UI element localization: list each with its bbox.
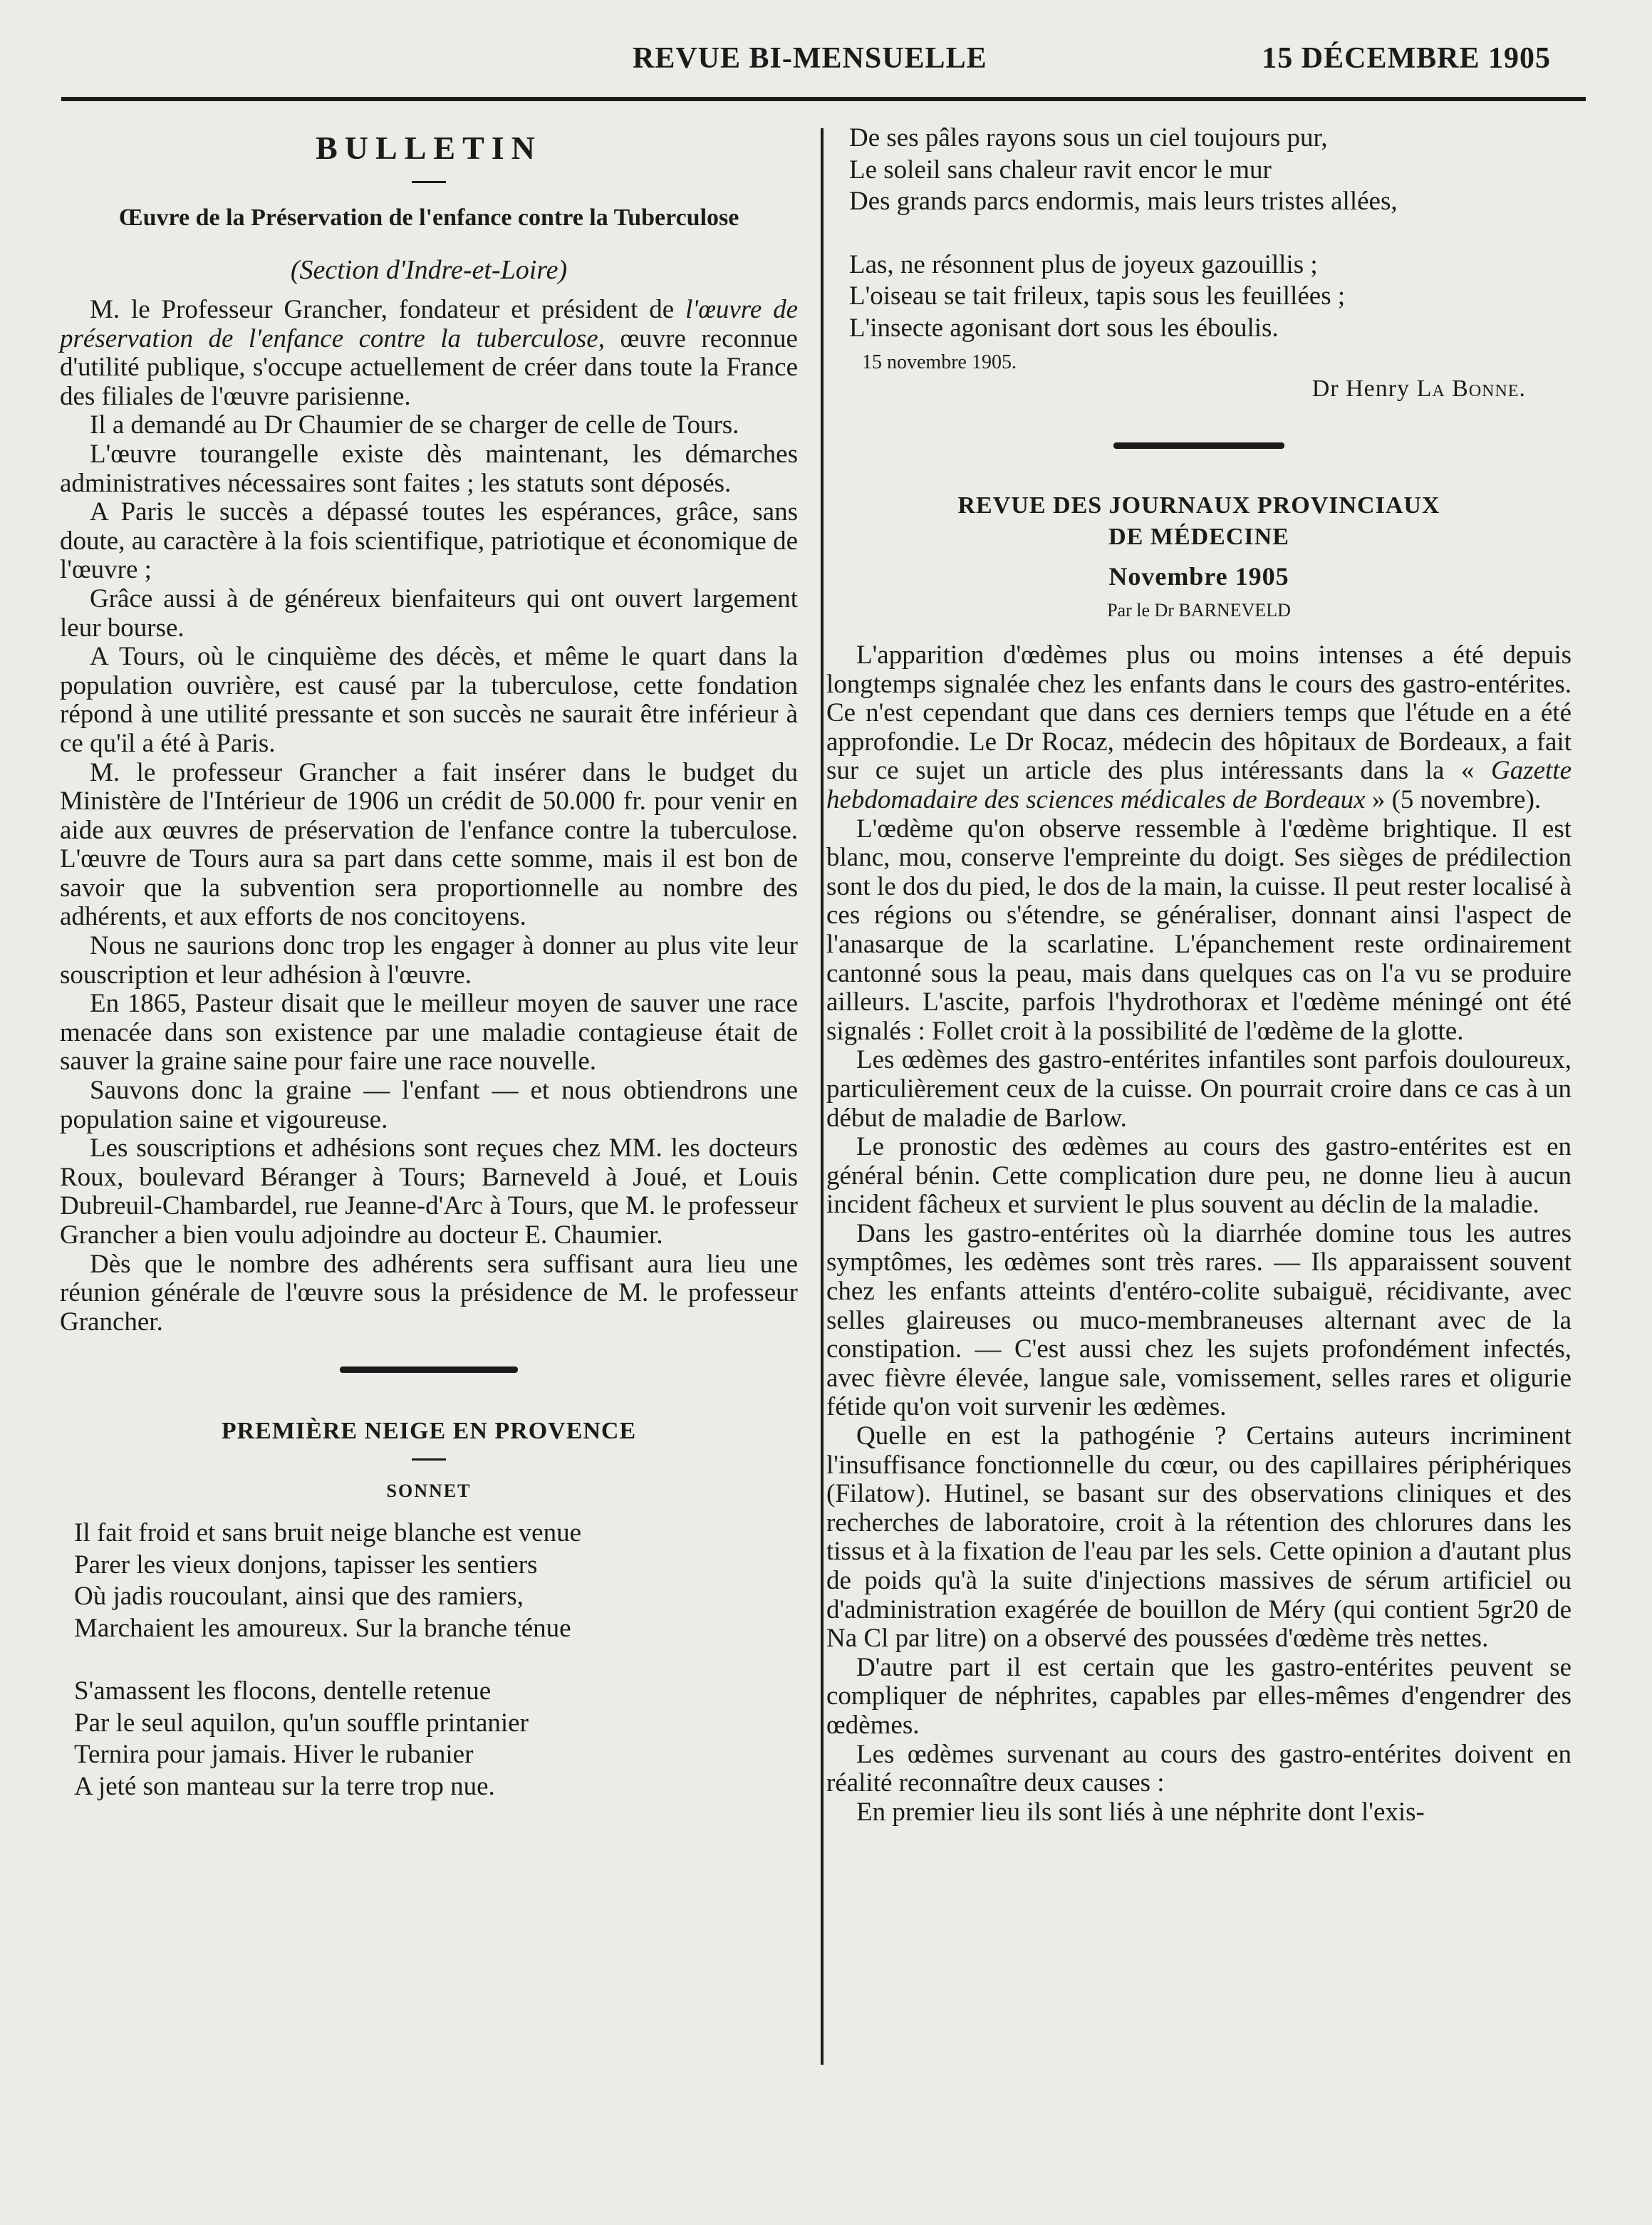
poem-continuation [826,123,1572,344]
bulletin-paragraph: Les souscriptions et adhésions sont reçues chez MM. les docteurs Roux, boulevard Béranger à Tours; Barneveld à Joué, et Louis Dubreuil-Chambardel, rue Jeanne-d'Arc à Tours, que M. le professeur Grancher a bien voulu adjoindre au docteur E. Chaumier. [60,1134,798,1250]
bulletin-paragraph: Nous ne saurions donc trop les engager à donner au plus vite leur souscription et leur adhésion à l'œuvre. [60,931,798,990]
poem-stanza [835,123,1572,218]
poem-stanza [835,249,1572,345]
poem-verse: Le soleil sans chaleur ravit encor le mur [849,155,1272,185]
poem-signature [826,375,1526,403]
poem-verse: S'amassent les flocons, dentelle retenue [74,1676,492,1706]
poem-verse: Des grands parcs endormis, mais leurs tristes allées, [849,187,1398,216]
bulletin-paragraph: En 1865, Pasteur disait que le meilleur moyen de sauver une race menacée dans son existence par une maladie contagieuse était de sauver la graine saine pour faire une race nouvelle. [60,989,798,1077]
poem-title: PREMIÈRE NEIGE EN PROVENCE [221,1418,637,1445]
review-p1-text: L'apparition d'œdèmes plus ou moins intenses a été depuis longtemps signalée chez les enfants dans le cours des gastro-entérites. Ce n'est cependant que dans ces derniers temps que l'étude en a été approfondie. Le Dr Rocaz, médecin des hôpitaux de Bordeaux, a fait sur ce sujet un article des plus intéressants dans la « [826,640,1572,786]
review-p1-italic: Gazette hebdomadaire des sciences médicales de Bordeaux [826,756,1572,814]
poem-verse: A jeté son manteau sur la terre trop nue. [74,1771,495,1801]
bulletin-paragraph: Il a demandé au Dr Chaumier de se charger de celle de Tours. [90,410,739,440]
poem-date: 15 novembre 1905. [862,351,1017,373]
review-paragraph: L'œdème qu'on observe ressemble à l'œdème brightique. Il est blanc, mou, conserve l'empreinte du doigt. Ses sièges de prédilection sont le dos du pied, le dos de la main, la cuisse. Il peut rester localisé à ces régions ou s'étendre, se généraliser, donnant ainsi l'aspect de l'anasarque de la scarlatine. L'épanchement reste ordinairement cantonné sous la peau, mais dans quelques cas on l'a vu se produire ailleurs. L'ascite, parfois l'hydrothorax et l'œdème méningé ont été signalés : Follet croit à la possibilité de l'œdème de la glotte. [826,814,1572,1046]
section-separator [340,1366,518,1373]
bulletin-paragraph: M. le professeur Grancher a fait insérer dans le budget du Ministère de l'Intérieur de 1906 un crédit de 50.000 fr. pour venir en aide aux œuvres de préservation de l'enfance contre la tuberculose. L'œuvre de Tours aura sa part dans cette somme, mais il est bon de savoir que la subvention sera proportionnelle au nombre des adhérents, et aux efforts de nos concitoyens. [60,757,798,932]
bulletin-paragraph: Grâce aussi à de généreux bienfaiteurs qui ont ouvert largement leur bourse. [60,584,798,643]
bulletin-subtitle: Œuvre de la Préservation de l'enfance contre la Tuberculose [118,204,739,231]
review-paragraph: Les œdèmes des gastro-entérites infantiles sont parfois douloureux, particulièrement ceux de la cuisse. On pourrait croire dans ce cas à un début de maladie de Barlow. [826,1045,1572,1133]
review-paragraph: Le pronostic des œdèmes au cours des gastro-entérites est en général bénin. Cette complication dure peu, ne donne lieu à aucun incident fâcheux et survient le plus souvent au déclin de la maladie. [826,1132,1572,1220]
bulletin-p1-text: M. le Professeur Grancher, fondateur et président de [90,295,686,324]
poem-verse: L'oiseau se tait frileux, tapis sous les feuillées ; [849,281,1346,311]
bulletin-paragraph [60,296,798,411]
review-p1-text-end: » (5 novembre). [1365,784,1542,814]
review-month: Novembre 1905 [1108,562,1289,591]
poem-verse: Las, ne résonnent plus de joyeux gazouillis ; [849,249,1318,279]
review-paragraph: D'autre part il est certain que les gastro-entérites peuvent se compliquer de néphrites, capables par elles-mêmes d'engendrer des œdèmes. [826,1652,1572,1740]
review-paragraph: Quelle en est la pathogénie ? Certains auteurs incriminent l'insuffisance fonctionnelle du cœur, ou des capillaires périphériques (Filatow). Hutinel, se basant sur des observations cliniques et des recherches de laboratoire, croit à la rétention des chlorures dans les tissus et à la fixation de l'eau par les sels. Cette opinion a d'autant plus de poids qu'à la suite d'injections massives de sérum artificiel ou d'administration exagérée de bouillon de Méry (qui contient 5gr20 de Na Cl par litre) on a observé des poussées d'œdème très nettes. [826,1421,1572,1654]
review-paragraph: En premier lieu ils sont liés à une néphrite dont l'exis- [856,1797,1425,1827]
bulletin-paragraph: Dès que le nombre des adhérents sera suffisant aura lieu une réunion générale de l'œuvre sous la présidence de M. le professeur Grancher. [60,1249,798,1337]
poem-verse: Marchaient les amoureux. Sur la branche ténue [74,1613,571,1643]
bulletin-paragraph: L'œuvre tourangelle existe dès maintenant, les démarches administratives nécessaires sont faites ; les statuts sont déposés. [60,439,798,498]
bulletin-paragraph: Sauvons donc la graine — l'enfant — et nous obtiendrons une population saine et vigoureuse. [60,1076,798,1134]
poem-label: SONNET [386,1480,472,1502]
review-paragraph: Dans les gastro-entérites où la diarrhée domine tous les autres symptômes, les œdèmes sont très rares. — Ils apparaissent souvent chez les enfants atteints d'entéro-colite subaiguë, récidivante, avec selles glaireuses ou muco-membraneuses alternant avec de la constipation. — C'est aussi chez les sujets profondément infectés, avec fièvre élevée, langue sale, vomissement, selles rares et oligurie fétide qu'on voit survenir les œdèmes. [826,1218,1572,1422]
running-head [0,41,1652,81]
review-title-line1: REVUE DES JOURNAUX PROVINCIAUX [957,492,1440,519]
poem-verse: Par le seul aquilon, qu'un souffle printanier [74,1708,529,1738]
title-dash [412,181,446,183]
poem-verse: Où jadis roucoulant, ainsi que des ramiers, [74,1582,524,1612]
poem-stanza [60,1518,798,1644]
poem-verse: Il fait froid et sans bruit neige blanche est venue [74,1518,581,1548]
poem-dash [412,1458,446,1461]
bulletin-title: BULLETIN [316,130,542,166]
signature-prefix: Dr Henry [1311,375,1417,402]
bulletin-paragraph: A Tours, où le cinquième des décès, et même le quart dans la population ouvrière, est causé par la tuberculose, cette fondation répond à une utilité pressante et son succès ne saurait être inférieur à ce qu'il a été à Paris. [60,642,798,758]
column-divider [821,128,824,2065]
review-author: Par le Dr BARNEVELD [1107,600,1291,621]
issue-date: 15 DÉCEMBRE 1905 [1262,42,1551,75]
review-paragraph: Les œdèmes survenant au cours des gastro-entérites doivent en réalité reconnaître deux causes : [826,1739,1572,1798]
bulletin-p1-text-end: œuvre reconnue d'utilité publique, s'occupe actuellement de créer dans toute la France des filiales de l'œuvre parisienne. [60,323,798,411]
header-rule [61,97,1586,101]
poem-verse: Ternira pour jamais. Hiver le rubanier [74,1740,474,1770]
review-title-line2: DE MÉDECINE [1108,524,1289,550]
poem-stanza [60,1676,798,1803]
bulletin-section: (Section d'Indre-et-Loire) [290,255,568,285]
review-paragraph [826,641,1572,815]
bulletin-p1-italic: l'œuvre de préservation de l'enfance contre la tuberculose, [60,295,798,353]
poem-verse: De ses pâles rayons sous un ciel toujours pur, [849,123,1328,152]
section-separator [1113,442,1284,449]
poem-verse: Parer les vieux donjons, tapisser les sentiers [74,1550,538,1580]
right-column [826,123,1572,1827]
bulletin-paragraph: A Paris le succès a dépassé toutes les espérances, grâce, sans doute, au caractère à la fois scientifique, patriotique et économique de l'œuvre ; [60,497,798,585]
left-column [60,123,798,1834]
journal-name: REVUE BI-MENSUELLE [633,42,987,75]
poem-verse: L'insecte agonisant dort sous les éboulis. [849,313,1279,343]
signature-name: La Bonne. [1416,375,1526,402]
